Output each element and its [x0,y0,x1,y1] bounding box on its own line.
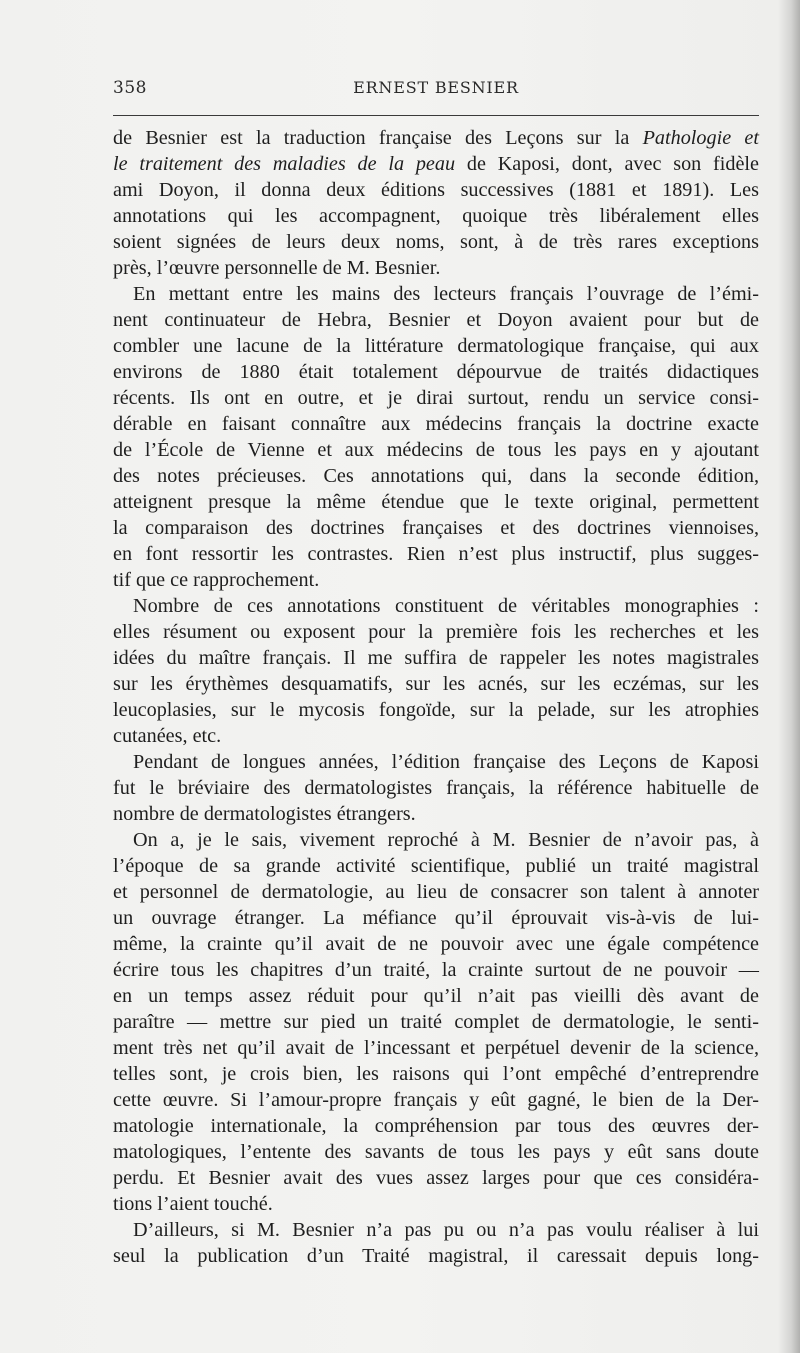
text-segment: ment très net qu’il avait de l’incessant et perpétuel devenir de la science, [113,1037,759,1059]
text-segment: des notes précieuses. Ces annotations qui, dans la seconde édition, [113,465,759,487]
text-segment: D’ailleurs, si M. Besnier n’a pas pu ou n’a pas voulu réaliser à lui [133,1219,759,1241]
text-line [113,645,759,671]
text-line [113,957,759,983]
text-segment: seul la publication d’un Traité magistral, il caressait depuis long- [113,1245,759,1267]
text-line [113,1243,759,1269]
text-line [113,905,759,931]
text-line [113,489,759,515]
text-segment: de Kaposi, dont, avec son fidèle [455,153,759,175]
text-segment: paraître — mettre sur pied un traité complet de dermatologie, le senti- [113,1011,759,1033]
text-segment: fut le bréviaire des dermatologistes français, la référence habituelle de [113,777,759,799]
text-segment: environs de 1880 était totalement dépourvue de traités didactiques [113,361,759,383]
text-line [113,697,759,723]
text-line [113,411,759,437]
text-line [113,125,759,151]
text-line [113,723,759,749]
text-segment: Pendant de longues années, l’édition française des Leçons de Kaposi [133,751,759,773]
text-line [113,619,759,645]
text-line [113,255,759,281]
page-header [113,78,759,102]
text-line [113,1035,759,1061]
text-segment: idées du maître français. Il me suffira de rappeler les notes magistrales [113,647,759,669]
text-line [113,1113,759,1139]
text-segment: nombre de dermatologistes étrangers. [113,803,416,825]
text-line [113,1139,759,1165]
binding-shadow [778,0,800,1353]
text-line [113,203,759,229]
italic-title: Pathologie et [642,127,760,149]
text-line [113,827,759,853]
text-line [113,983,759,1009]
text-segment: écrire tous les chapitres d’un traité, la crainte surtout de ne pouvoir — [113,959,759,981]
text-segment: récents. Ils ont en outre, et je dirai surtout, rendu un service consi- [113,387,759,409]
text-segment: ami Doyon, il donna deux éditions successives (1881 et 1891). Les [113,179,759,201]
text-line [113,1191,759,1217]
text-line [113,333,759,359]
text-segment: On a, je le sais, vivement reproché à M. Besnier de n’avoir pas, à [133,829,759,851]
text-line [113,541,759,567]
text-line [113,385,759,411]
text-line [113,151,759,177]
text-line [113,801,759,827]
text-line [113,853,759,879]
text-segment: En mettant entre les mains des lecteurs français l’ouvrage de l’émi- [133,283,759,305]
header-rule [113,115,759,116]
text-line [113,463,759,489]
text-segment: matologie internationale, la compréhension par tous des œuvres der- [113,1115,759,1137]
text-segment: Nombre de ces annotations constituent de véritables monographies : [133,595,759,617]
text-line [113,879,759,905]
text-segment: tif que ce rapprochement. [113,569,320,591]
text-segment: dérable en faisant connaître aux médecins français la doctrine exacte [113,413,759,435]
text-segment: soient signées de leurs deux noms, sont, à de très rares exceptions [113,231,759,253]
text-segment: leucoplasies, sur le mycosis fongoïde, sur la pelade, sur les atrophies [113,699,759,721]
text-line [113,437,759,463]
text-segment: et personnel de dermatologie, au lieu de consacrer son talent à annoter [113,881,759,903]
text-line [113,515,759,541]
text-segment: atteignent presque la même étendue que le texte original, permettent [113,491,759,513]
text-segment: tions l’aient touché. [113,1193,273,1215]
text-segment: cette œuvre. Si l’amour-propre français y eût gagné, le bien de la Der- [113,1089,759,1111]
text-segment: telles sont, je crois bien, les raisons qui l’ont empêché d’entreprendre [113,1063,759,1085]
text-segment: de Besnier est la traduction française des Leçons sur la [113,127,643,149]
body-text [113,125,759,1269]
text-segment: perdu. Et Besnier avait des vues assez larges pour que ces considéra- [113,1167,759,1189]
text-line [113,749,759,775]
text-segment: combler une lacune de la littérature dermatologique française, qui aux [113,335,759,357]
text-segment: près, l’œuvre personnelle de M. Besnier. [113,257,441,279]
text-line [113,931,759,957]
text-segment: un ouvrage étranger. La méfiance qu’il éprouvait vis-à-vis de lui- [113,907,759,929]
text-line [113,359,759,385]
text-segment: sur les érythèmes desquamatifs, sur les acnés, sur les eczémas, sur les [113,673,759,695]
page-number: 358 [113,78,147,98]
text-line [113,1009,759,1035]
running-head: ERNEST BESNIER [353,78,519,97]
italic-title: le traitement des maladies de la peau [113,153,456,175]
text-line [113,1087,759,1113]
text-line [113,177,759,203]
text-segment: en un temps assez réduit pour qu’il n’ait pas vieilli dès avant de [113,985,759,1007]
text-segment: l’époque de sa grande activité scientifique, publié un traité magistral [113,855,759,877]
text-line [113,1217,759,1243]
text-segment: de l’École de Vienne et aux médecins de tous les pays en y ajoutant [113,439,759,461]
text-line [113,593,759,619]
text-line [113,671,759,697]
text-segment: la comparaison des doctrines françaises et des doctrines viennoises, [113,517,759,539]
text-line [113,567,759,593]
text-segment: cutanées, etc. [113,725,222,747]
text-line [113,1165,759,1191]
text-segment: en font ressortir les contrastes. Rien n’est plus instructif, plus sugges- [113,543,759,565]
text-segment: elles résument ou exposent pour la première fois les recherches et les [113,621,759,643]
text-segment: nent continuateur de Hebra, Besnier et Doyon avaient pour but de [113,309,759,331]
text-line [113,1061,759,1087]
text-line [113,775,759,801]
text-segment: annotations qui les accompagnent, quoique très libéralement elles [113,205,759,227]
text-segment: même, la crainte qu’il avait de ne pouvoir avec une égale compétence [113,933,759,955]
text-line [113,307,759,333]
text-segment: matologiques, l’entente des savants de tous les pays y eût sans doute [113,1141,759,1163]
text-line [113,281,759,307]
text-line [113,229,759,255]
